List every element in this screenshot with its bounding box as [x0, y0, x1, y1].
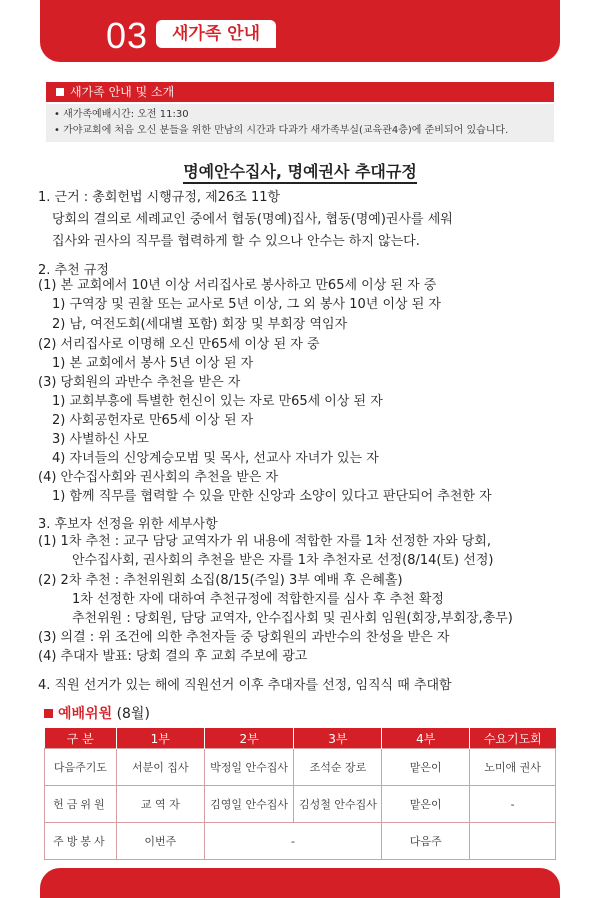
intro-item: • 새가족예배시간: 오전 11:30 [54, 109, 189, 120]
regulation-line: (3) 의결 : 위 조건에 의한 추천자들 중 당회원의 과반수의 찬성을 받은 자 [38, 630, 450, 645]
table-cell: 김성철 안수집사 [294, 786, 382, 823]
section-number: 03 [106, 15, 149, 56]
regulation-line: 2) 남, 여전도회(세대별 포함) 회장 및 부회장 역임자 [52, 317, 348, 332]
intro-box [46, 104, 554, 142]
row-category: 주방봉사 [45, 823, 117, 860]
regulation-line: 집사와 권사의 직무를 협력하게 할 수 있으나 안수는 하지 않는다. [52, 234, 420, 249]
table-cell: 교 역 자 [116, 786, 204, 823]
table-cell: 김영일 안수집사 [204, 786, 294, 823]
table-cell: 박정일 안수집사 [204, 749, 294, 786]
table-cell: 조석순 장로 [294, 749, 382, 786]
table-cell: 맡은이 [382, 749, 470, 786]
regulation-line: 4. 직원 선거가 있는 해에 직원선거 이후 추대자를 선정, 임직식 때 추대함 [38, 678, 452, 693]
table-cell: 노미애 권사 [470, 749, 556, 786]
section-title-tab [156, 20, 276, 48]
table-row [45, 786, 556, 823]
table-cell: - [470, 786, 556, 823]
header-cell: 1부 [116, 728, 204, 749]
header-bar [40, 0, 560, 62]
regulation-line: 4) 자녀들의 신앙계승모범 및 목사, 선교사 자녀가 있는 자 [52, 451, 379, 466]
regulation-line: (3) 당회원의 과반수 추천을 받은 자 [38, 375, 241, 390]
section-title: 새가족 안내 [172, 24, 261, 44]
intro-item: • 가야교회에 처음 오신 분들을 위한 만남의 시간과 다과가 새가족부실(교육관4층)에 준비되어 있습니다. [54, 125, 509, 136]
regulation-line: 당회의 결의로 세례교인 중에서 협동(명예)집사, 협동(명예)권사를 세워 [52, 212, 453, 227]
footer-bar [40, 868, 560, 898]
square-bullet-icon [44, 709, 53, 718]
worship-title-text: 예배위원 [58, 706, 113, 722]
regulation-line: (1) 1차 추천 : 교구 담당 교역자가 위 내용에 적합한 자를 1차 선정한 자와 당회, [38, 534, 491, 549]
regulation-line: (4) 안수집사회와 권사회의 추천을 받은 자 [38, 470, 279, 485]
regulation-line: 1) 교회부흥에 특별한 헌신이 있는 자로 만65세 이상 된 자 [52, 394, 383, 409]
regulation-line: (2) 서리집사로 이명해 오신 만65세 이상 된 자 중 [38, 337, 320, 352]
regulation-line: 2. 추천 규정 [38, 263, 109, 278]
square-bullet-icon [56, 88, 64, 96]
regulation-line: 안수집사회, 권사회의 추천을 받은 자를 1차 추천자로 선정(8/14(토) 선정) [72, 553, 494, 568]
intro-bar [46, 82, 554, 102]
table-cell: 맡은이 [382, 786, 470, 823]
regulation-line: (1) 본 교회에서 10년 이상 서리집사로 봉사하고 만65세 이상 된 자 중 [38, 278, 437, 293]
table-row [45, 749, 556, 786]
this-week-value: - [204, 823, 382, 860]
header-cell: 3부 [294, 728, 382, 749]
worship-committee-title [44, 703, 150, 723]
regulation-line: 2) 사회공헌자로 만65세 이상 된 자 [52, 413, 254, 428]
next-week-value [470, 823, 556, 860]
regulation-line: (2) 2차 추천 : 추천위원회 소집(8/15(주일) 3부 예배 후 은혜홀) [38, 573, 403, 588]
table-cell: 서분이 집사 [116, 749, 204, 786]
regulation-line: (4) 추대자 발표: 당회 결의 후 교회 주보에 광고 [38, 649, 308, 664]
row-category: 헌금위원 [45, 786, 117, 823]
header-cell: 수요기도회 [470, 728, 556, 749]
header-cell: 4부 [382, 728, 470, 749]
worship-month: (8월) [116, 706, 150, 722]
worship-table [44, 728, 556, 860]
regulation-line: 1차 선정한 자에 대하여 추천규정에 적합한지를 심사 후 추천 확정 [72, 592, 444, 607]
regulation-title [0, 159, 600, 182]
regulation-line: 추천위원 : 당회원, 담당 교역자, 안수집사회 및 권사회 임원(회장,부회장,총무) [72, 611, 513, 626]
regulation-line: 1) 구역장 및 권찰 또는 교사로 5년 이상, 그 외 봉사 10년 이상 된 자 [52, 297, 441, 312]
row-category: 다음주기도 [45, 749, 117, 786]
next-week-label: 다음주 [382, 823, 470, 860]
regulation-line: 3) 사별하신 사모 [52, 432, 149, 447]
table-row [45, 823, 556, 860]
regulation-title-text: 명예안수집사, 명예권사 추대규정 [183, 162, 417, 184]
regulation-line: 1) 함께 직무를 협력할 수 있을 만한 신앙과 소양이 있다고 판단되어 추천한 자 [52, 489, 492, 504]
header-cell: 2부 [204, 728, 294, 749]
intro-bar-title: 새가족 안내 및 소개 [70, 85, 175, 99]
table-header-row [45, 728, 556, 749]
regulation-line: 3. 후보자 선정을 위한 세부사항 [38, 517, 218, 532]
regulation-line: 1) 본 교회에서 봉사 5년 이상 된 자 [52, 356, 254, 371]
header-cell: 구 분 [45, 728, 117, 749]
this-week-label: 이번주 [116, 823, 204, 860]
regulation-line: 1. 근거 : 총회헌법 시행규정, 제26조 11항 [38, 190, 281, 205]
